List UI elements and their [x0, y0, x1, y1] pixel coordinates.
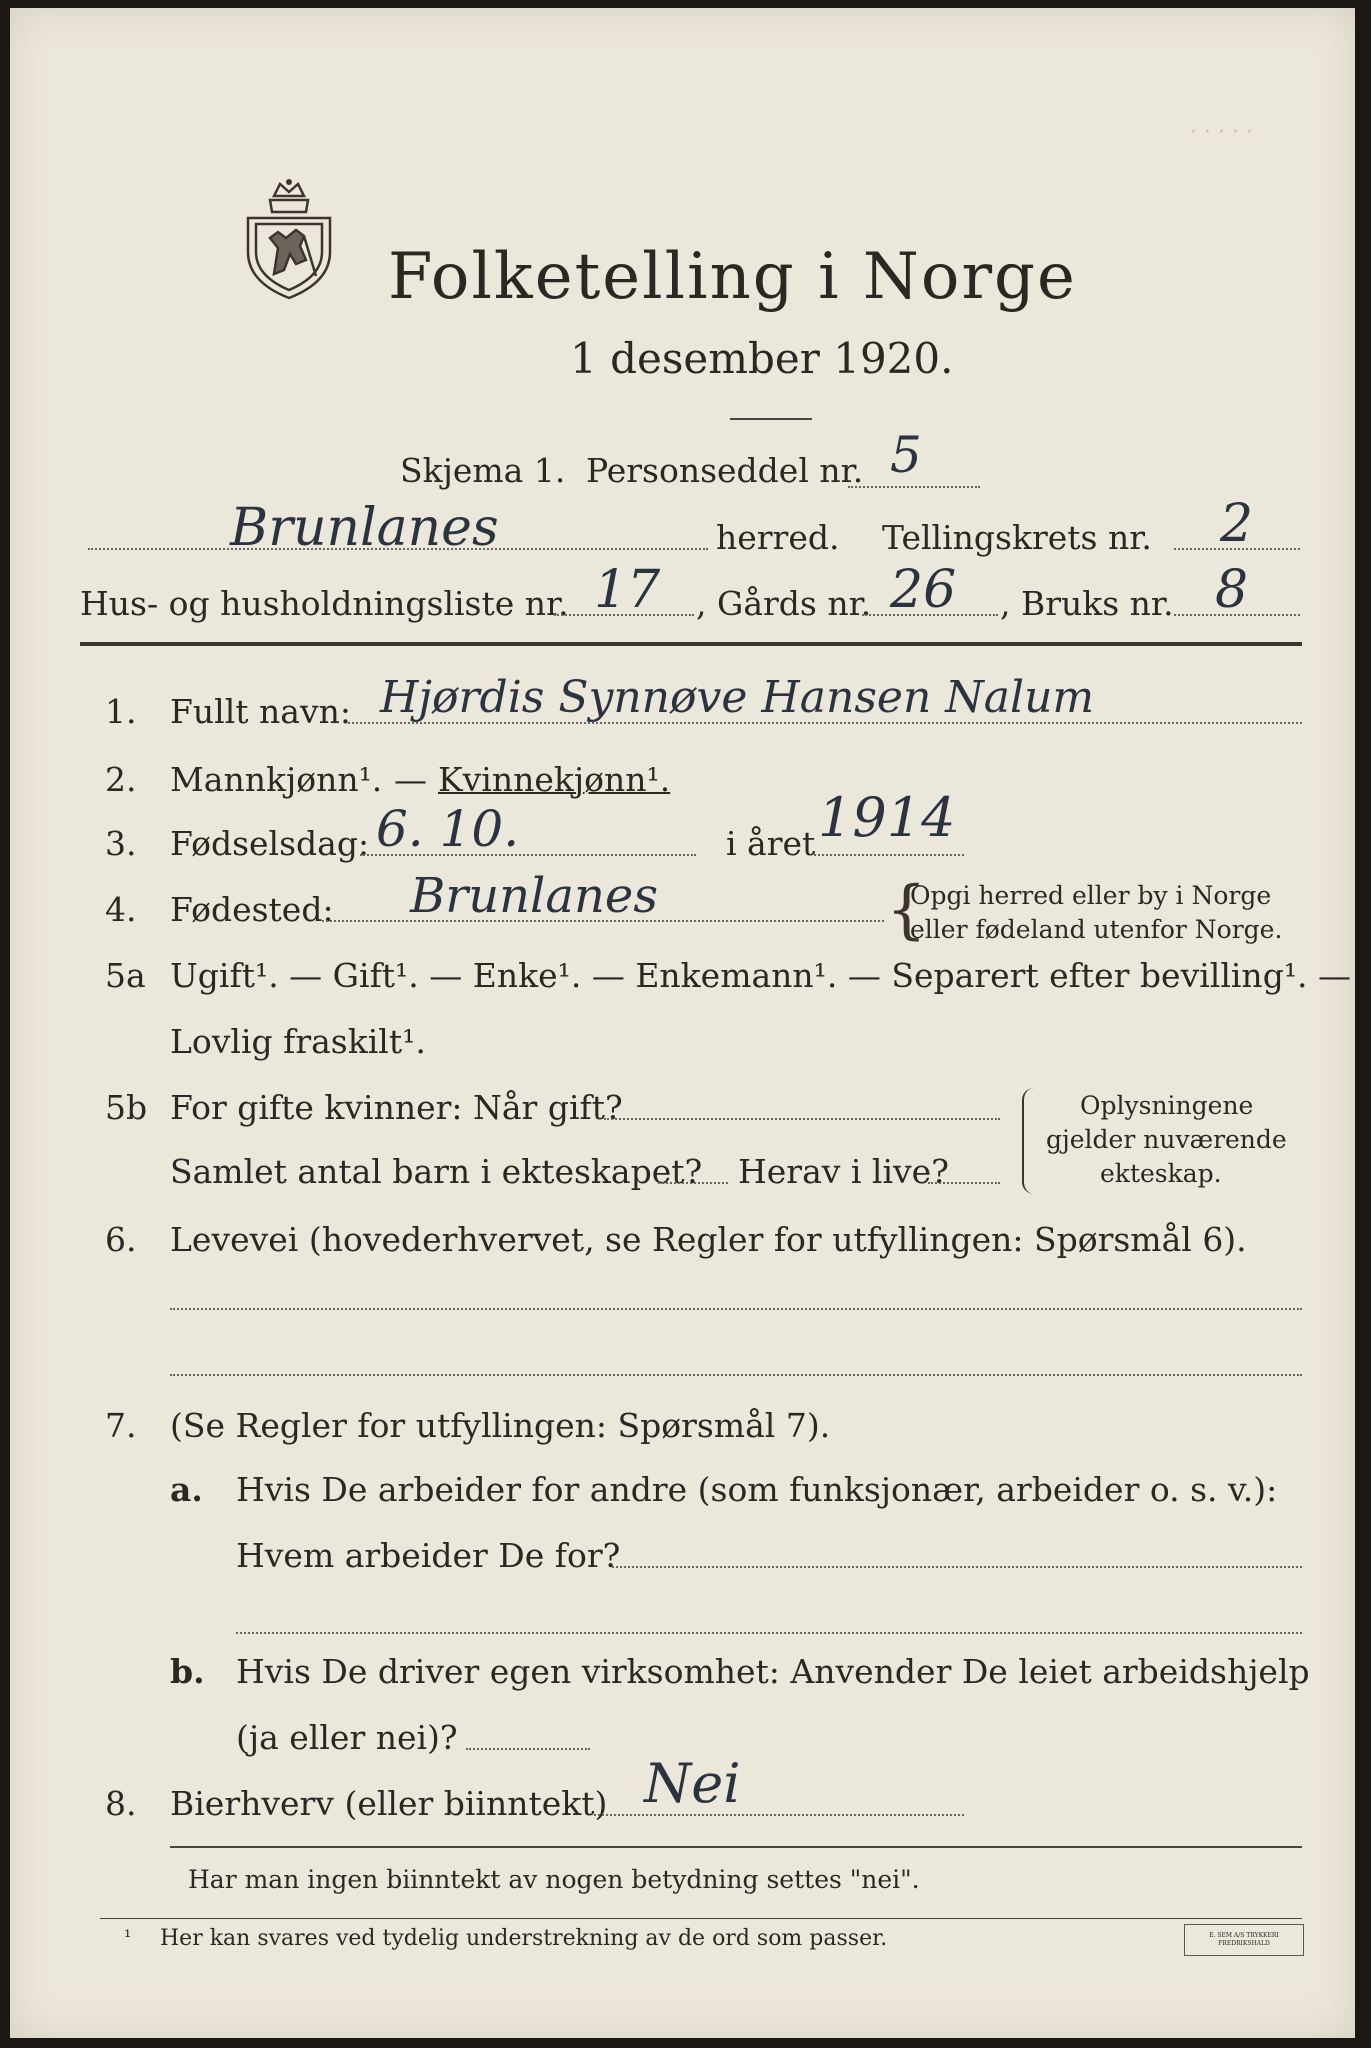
gards-label: , Gårds nr. — [696, 584, 872, 623]
q3-label: Fødselsdag: — [170, 824, 370, 863]
q4-number: 4. — [105, 890, 137, 929]
q5b-brace — [1022, 1088, 1038, 1194]
q1-label: Fullt navn: — [170, 692, 351, 731]
q7a-line — [612, 1566, 1302, 1568]
q6-number: 6. — [105, 1220, 137, 1259]
q4-note-line1: Opgi herred eller by i Norge — [910, 881, 1272, 910]
printer-stamp-text: E. SEM A/S TRYKKERI FREDRIKSHALD — [1209, 1932, 1279, 1947]
q4-value: Brunlanes — [410, 868, 658, 924]
q7-label: (Se Regler for utfyllingen: Spørsmål 7). — [170, 1406, 831, 1445]
tellingskrets-label: Tellingskrets nr. — [882, 518, 1152, 557]
q5b-children-total: Samlet antal barn i ekteskapet? — [170, 1152, 703, 1191]
q2-female-option: Kvinnekjønn¹. — [438, 760, 671, 799]
schema-label: Skjema 1. — [400, 451, 566, 490]
personseddel-value: 5 — [890, 426, 922, 484]
footnote-text: Her kan svares ved tydelig understrekning av de ord som passer. — [160, 1926, 888, 1951]
footer-rule — [170, 1846, 1302, 1848]
q4-label: Fødested: — [170, 890, 334, 929]
q7-number: 7. — [105, 1406, 137, 1445]
personseddel-label: Personseddel nr. — [586, 451, 864, 490]
q3-number: 3. — [105, 824, 137, 863]
page-title: Folketelling i Norge — [388, 240, 1077, 314]
q7b-letter: b. — [170, 1652, 205, 1691]
q7a-letter: a. — [170, 1470, 203, 1509]
q5b-married-line — [604, 1118, 1000, 1120]
q6-label: Levevei (hovederhvervet, se Regler for utfyllingen: Spørsmål 6). — [170, 1220, 1247, 1259]
q4-brace: { — [886, 873, 927, 947]
q5b-note-line3: ekteskap. — [1100, 1159, 1222, 1188]
bruks-value: 8 — [1215, 560, 1249, 620]
bleed-through-text: · · · · · — [1190, 120, 1253, 145]
q4-note-line2: eller fødeland utenfor Norge. — [910, 915, 1283, 944]
q6-line-1 — [170, 1308, 1302, 1310]
q5a-number: 5a — [105, 956, 146, 995]
q7a-line2: Hvem arbeider De for? — [236, 1536, 621, 1575]
q2-number: 2. — [105, 760, 137, 799]
q7b-line2: (ja eller nei)? — [236, 1718, 458, 1757]
hus-label: Hus- og husholdningsliste nr. — [80, 584, 569, 623]
q7b-line — [466, 1748, 590, 1750]
q8-value: Nei — [644, 1752, 741, 1815]
q5b-note-line2: gjelder nuværende — [1046, 1125, 1287, 1154]
footnote-mark: ¹ — [124, 1927, 132, 1948]
footnote-rule — [100, 1918, 1302, 1919]
census-form-page — [10, 8, 1355, 2038]
q2-dash: — — [394, 760, 427, 799]
q5b-note-line1: Oplysningene — [1080, 1091, 1254, 1120]
tellingskrets-value: 2 — [1220, 494, 1254, 554]
q6-line-2 — [170, 1374, 1302, 1376]
bruks-label: , Bruks nr. — [1000, 584, 1174, 623]
q7b-line1: Hvis De driver egen virksomhet: Anvender De leiet arbeidshjelp — [236, 1652, 1310, 1691]
personseddel-line — [848, 486, 980, 488]
q7a-line1: Hvis De arbeider for andre (som funksjonær, arbeider o. s. v.): — [236, 1470, 1278, 1509]
gards-value: 26 — [890, 560, 957, 620]
q3-year-label: i året — [726, 824, 816, 863]
q2-male-option: Mannkjønn¹. — [170, 760, 383, 799]
q5b-alive-label: Herav i live? — [738, 1152, 949, 1191]
herred-label: herred. — [716, 518, 840, 557]
q5a-options-cont: Lovlig fraskilt¹. — [170, 1022, 426, 1061]
herred-value: Brunlanes — [230, 498, 499, 558]
title-divider — [730, 418, 812, 420]
q5a-options: Ugift¹. — Gift¹. — Enke¹. — Enkemann¹. — Separert efter bevilling¹. — — [170, 956, 1352, 995]
q3-value: 6. 10. — [376, 800, 520, 858]
header-rule — [80, 642, 1302, 646]
q5b-alive-line — [928, 1182, 1000, 1184]
norwegian-coat-of-arms-icon — [234, 178, 344, 303]
q8-label: Bierhverv (eller biinntekt) — [170, 1784, 608, 1823]
hus-value: 17 — [594, 560, 661, 620]
q1-number: 1. — [105, 692, 137, 731]
q1-value: Hjørdis Synnøve Hansen Nalum — [380, 672, 1095, 723]
q8-number: 8. — [105, 1784, 137, 1823]
q7a-line-2 — [236, 1632, 1302, 1634]
footer-note: Har man ingen biinntekt av nogen betydning settes "nei". — [188, 1865, 920, 1894]
printer-stamp — [1184, 1924, 1304, 1956]
q5b-married-when: For gifte kvinner: Når gift? — [170, 1088, 623, 1127]
q5b-children-line — [658, 1182, 728, 1184]
q3-year-value: 1914 — [818, 786, 956, 849]
q5b-number: 5b — [105, 1088, 148, 1127]
census-date: 1 desember 1920. — [570, 334, 954, 383]
q3-year-line — [814, 854, 964, 856]
